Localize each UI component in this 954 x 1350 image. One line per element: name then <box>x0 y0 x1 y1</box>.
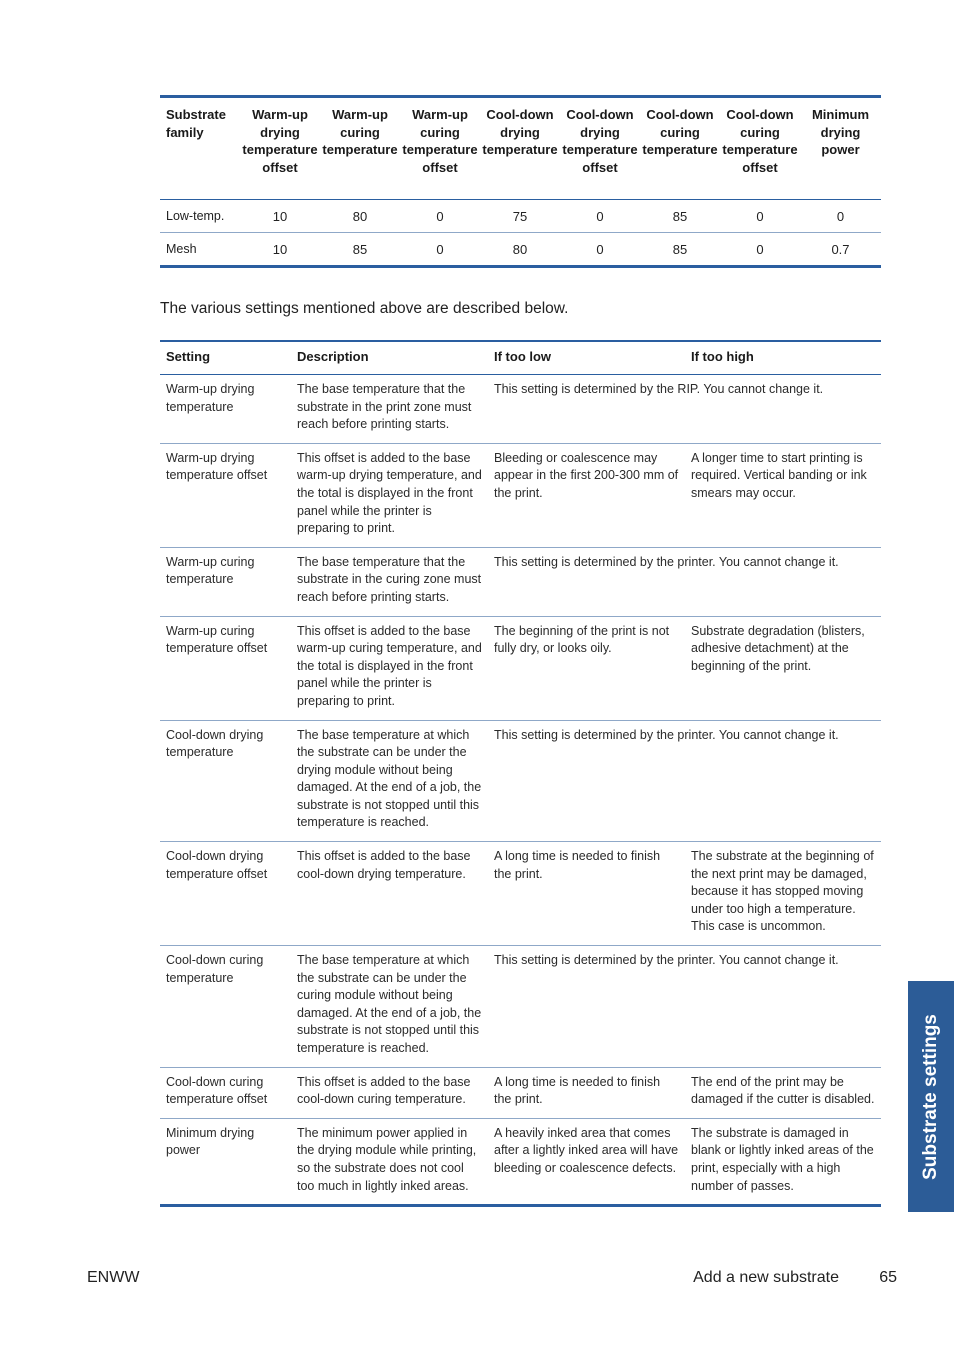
header-minimum-drying-power: Minimum drying power <box>800 97 881 200</box>
table-row <box>160 375 881 444</box>
table-row <box>160 842 881 946</box>
setting-name: Warm-up curing temperature <box>166 554 255 587</box>
header-cooldown-curing-offset: Cool-down curing temperature offset <box>720 97 800 200</box>
setting-too-low: A heavily inked area that comes after a lightly inked area will have bleeding or coalescence defects. <box>494 1125 679 1175</box>
setting-too-low: The beginning of the print is not fully dry, or looks oily. <box>494 623 670 656</box>
table-cell: 0 <box>756 208 764 224</box>
header-warmup-curing-temp: Warm-up curing temperature <box>320 97 400 200</box>
substrate-table-header-row <box>160 97 881 200</box>
table-cell: 0 <box>436 208 444 224</box>
setting-description: The minimum power applied in the drying module while printing, so the substrate does not cool too much in lightly inked areas. <box>297 1125 477 1193</box>
setting-description: This offset is added to the base cool-down curing temperature. <box>297 1074 471 1107</box>
header-warmup-drying-offset: Warm-up drying temperature offset <box>240 97 320 200</box>
table-cell: Low-temp. <box>166 209 225 223</box>
table-row <box>160 1118 881 1205</box>
settings-table-header-row <box>160 341 881 375</box>
setting-too-low: Bleeding or coalescence may appear in the first 200-300 mm of the print. <box>494 450 679 500</box>
setting-too-low: A long time is needed to finish the print. <box>494 1074 661 1107</box>
table-cell: Mesh <box>166 242 197 256</box>
setting-description: This offset is added to the base warm-up drying temperature, and the total is displayed in the front panel while the printer is preparing to print. <box>297 450 482 536</box>
header-cooldown-drying-temp: Cool-down drying temperature <box>480 97 560 200</box>
chapter-side-tab <box>908 981 954 1212</box>
footer-section-title: Add a new substrate <box>693 1269 839 1286</box>
table-cell: 0 <box>596 241 604 257</box>
table-cell: 80 <box>512 241 528 257</box>
table-cell: 85 <box>672 208 688 224</box>
setting-too-high: Substrate degradation (blisters, adhesive detachment) at the beginning of the print. <box>691 623 865 673</box>
setting-description: This offset is added to the base warm-up curing temperature, and the total is displayed in the front panel while the printer is preparing to print. <box>297 623 482 708</box>
setting-description: The base temperature at which the substrate can be under the curing module without being damaged. At the end of a job, the substrate is not stopped until this temperature is reached. <box>297 953 482 1055</box>
settings-description-table <box>160 340 881 1207</box>
chapter-side-tab-label: Substrate settings <box>920 1013 942 1180</box>
setting-too-low: A long time is needed to finish the print. <box>494 849 661 881</box>
setting-too-high: The end of the print may be damaged if the cutter is disabled. <box>691 1074 875 1107</box>
table-row <box>160 946 881 1068</box>
table-row <box>160 547 881 616</box>
table-cell: 80 <box>352 208 368 224</box>
setting-name: Cool-down curing temperature offset <box>166 1074 268 1107</box>
table-row <box>160 616 881 720</box>
table-row <box>160 233 881 267</box>
table-cell: 75 <box>512 208 528 224</box>
header-if-too-low: If too low <box>488 341 685 375</box>
setting-description: The base temperature that the substrate in the curing zone must reach before printing starts. <box>297 554 482 604</box>
header-substrate-family: Substrate family <box>160 97 240 200</box>
setting-too-high: A longer time to start printing is required. Vertical banding or ink smears may occur. <box>691 450 867 500</box>
header-description: Description <box>291 341 488 375</box>
setting-name: Cool-down drying temperature offset <box>166 849 268 881</box>
table-cell: 0.7 <box>831 241 850 257</box>
setting-name: Warm-up drying temperature offset <box>166 450 268 483</box>
table-cell: 0 <box>596 208 604 224</box>
setting-description: The base temperature that the substrate in the print zone must reach before printing starts. <box>297 382 472 432</box>
setting-name: Minimum drying power <box>166 1125 255 1158</box>
page-number: 65 <box>879 1269 897 1286</box>
table-row <box>160 200 881 233</box>
setting-name: Cool-down drying temperature <box>166 727 264 760</box>
table-cell: 85 <box>672 241 688 257</box>
setting-name: Warm-up drying temperature <box>166 382 255 414</box>
setting-note: This setting is determined by the printer. You cannot change it. <box>494 727 839 742</box>
setting-too-high: The substrate is damaged in blank or lightly inked areas of the print, especially with a high number of passes. <box>691 1125 874 1193</box>
header-setting: Setting <box>160 341 291 375</box>
table-cell: 10 <box>272 208 288 224</box>
setting-note: This setting is determined by the printer. You cannot change it. <box>494 554 839 569</box>
table-cell: 0 <box>436 241 444 257</box>
setting-note: This setting is determined by the RIP. You cannot change it. <box>494 382 824 396</box>
table-row <box>160 443 881 547</box>
intro-text: The various settings mentioned above are described below. <box>160 300 569 317</box>
header-warmup-curing-offset: Warm-up curing temperature offset <box>400 97 480 200</box>
setting-description: The base temperature at which the substrate can be under the drying module without being damaged. At the end of a job, the substrate is not stopped until this temperature is reached. <box>297 727 482 830</box>
table-row <box>160 720 881 842</box>
setting-description: This offset is added to the base cool-down drying temperature. <box>297 849 471 881</box>
table-cell: 10 <box>272 241 288 257</box>
table-cell: 0 <box>756 241 764 257</box>
setting-name: Warm-up curing temperature offset <box>166 623 268 656</box>
substrate-family-table <box>160 95 881 268</box>
table-cell: 85 <box>352 241 368 257</box>
header-cooldown-drying-offset: Cool-down drying temperature offset <box>560 97 640 200</box>
header-if-too-high: If too high <box>685 341 881 375</box>
header-cooldown-curing-temp: Cool-down curing temperature <box>640 97 720 200</box>
footer-doc-code: ENWW <box>87 1269 140 1286</box>
setting-note: This setting is determined by the printer. You cannot change it. <box>494 953 839 968</box>
table-row <box>160 1067 881 1118</box>
setting-too-high: The substrate at the beginning of the next print may be damaged, because it has stopped moving under too high a temperature. This case is uncommon. <box>691 849 874 934</box>
table-cell: 0 <box>836 208 845 224</box>
setting-name: Cool-down curing temperature <box>166 953 264 985</box>
